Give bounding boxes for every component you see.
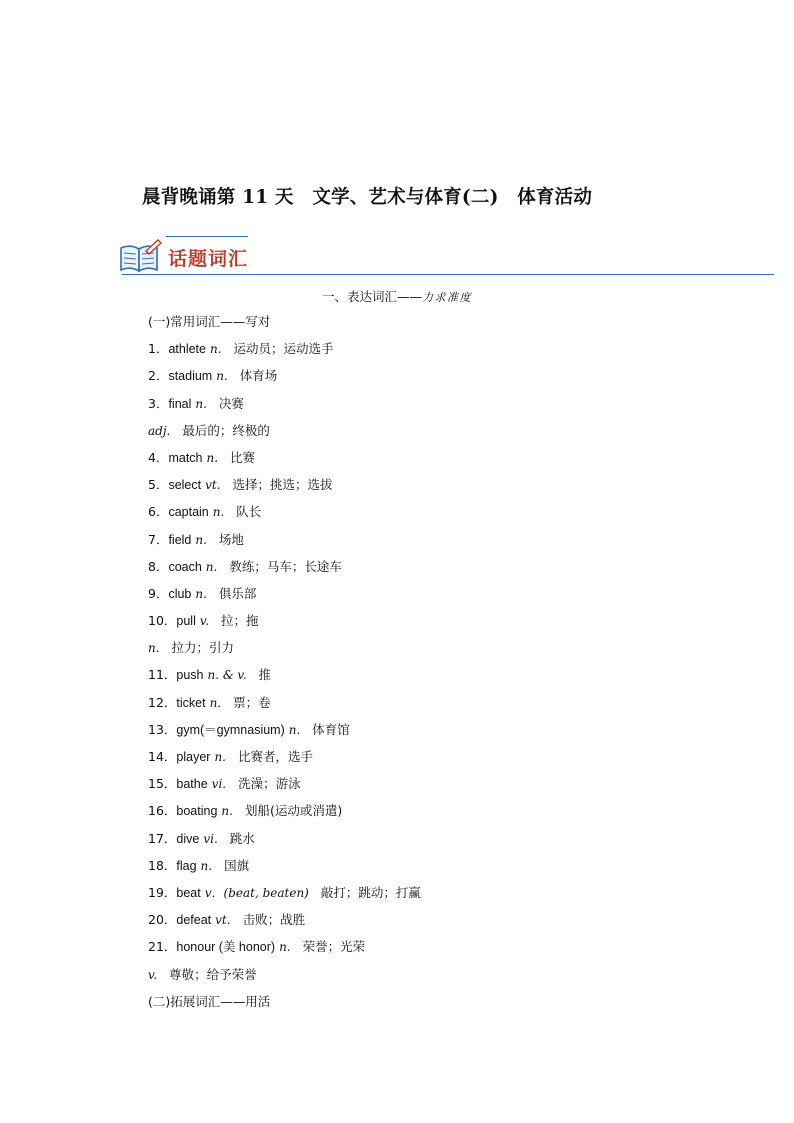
entry-pos: n. (200, 858, 213, 873)
entry-meaning: 国旗 (224, 857, 250, 873)
entry-pos: n. (195, 532, 207, 547)
entry-pos: n. (148, 641, 160, 656)
entry-pos: n. (279, 940, 291, 955)
entry-word: ticket (176, 695, 206, 710)
entry-meaning: 跳水 (229, 830, 255, 846)
entry-meaning: 场地 (218, 531, 244, 547)
entry-number: 21． (148, 939, 177, 955)
entry-word: bathe (176, 777, 208, 792)
entry-pos: vi. (211, 777, 227, 792)
entry-word: captain (168, 505, 209, 520)
list-item (148, 475, 768, 502)
entry-meaning: 最后的；终极的 (182, 422, 270, 438)
entry-word: honour (美 honor) (176, 940, 276, 955)
entry-meaning: 体育馆 (312, 721, 350, 737)
entry-word: beat (176, 885, 201, 900)
section-heading-hint: 力求准度 (422, 291, 472, 304)
entry-meaning: 决赛 (218, 395, 244, 411)
list-item (148, 747, 768, 774)
entry-number: 14． (148, 749, 177, 764)
entry-word: club (168, 586, 192, 601)
entry-number: 1． (148, 341, 169, 357)
entry-pos: n. & v. (207, 668, 247, 683)
entry-word: gym(＝gymnasium) (176, 722, 285, 737)
entry-meaning: 教练；马车；长途车 (229, 558, 342, 574)
topic-rule (122, 274, 774, 275)
topic-header (118, 236, 774, 278)
entry-pos: n. (212, 505, 225, 520)
entry-number: 6． (148, 504, 169, 520)
entry-word: field (168, 532, 192, 547)
entry-pos: vt. (215, 913, 231, 928)
entry-number: 15． (148, 776, 177, 792)
list-item (148, 856, 768, 883)
entry-word: boating (176, 804, 218, 819)
entry-pos: n. (209, 342, 222, 357)
entry-meaning: 队长 (236, 504, 262, 520)
list-item (148, 502, 768, 529)
entry-pos: n. (206, 450, 219, 465)
subsection-extended: (二)拓展词汇——用活 (148, 993, 271, 1009)
entry-word: athlete (168, 342, 206, 357)
entry-word: coach (168, 559, 202, 574)
entry-meaning: 比赛者，选手 (237, 749, 313, 764)
entry-number: 5． (148, 477, 169, 493)
entry-number: 20． (148, 912, 177, 928)
entry-pos: n. (195, 586, 207, 601)
list-item (148, 421, 768, 448)
list-item (148, 339, 768, 366)
entry-meaning: 票；卷 (233, 694, 271, 710)
entry-number: 4． (148, 449, 169, 465)
list-item (148, 910, 768, 937)
entry-number: 2． (148, 368, 169, 384)
entry-number: 12． (148, 694, 177, 710)
list-item (148, 366, 768, 393)
entry-pos: n. (288, 722, 301, 737)
entry-pos: n. (221, 804, 233, 819)
entry-pos: n. (209, 695, 222, 710)
entry-number: 13． (148, 721, 177, 737)
entry-meaning: 划船(运动或消遣) (244, 803, 343, 819)
entry-meaning: 击败；战胜 (242, 912, 306, 928)
entry-word: select (168, 478, 202, 493)
subsection-common: (一)常用词汇——写对 (148, 314, 271, 329)
entry-number: 16． (148, 803, 177, 819)
entry-pos: n. (205, 559, 218, 574)
entry-word: pull (176, 614, 196, 629)
entry-number: 9． (148, 585, 169, 601)
section-heading (0, 287, 794, 305)
entry-number: 19． (148, 884, 177, 900)
entry-number: 3． (148, 395, 169, 411)
entry-number: 18． (148, 857, 177, 873)
list-item (148, 448, 768, 475)
entry-word: match (168, 450, 203, 465)
list-item (148, 557, 768, 584)
entry-number: 7． (148, 531, 169, 547)
entry-pos: adj. (148, 423, 171, 438)
entry-number: 8． (148, 558, 169, 574)
entry-pos: vt. (205, 478, 221, 493)
list-item (148, 883, 768, 910)
list-item (148, 965, 768, 992)
list-item (148, 720, 768, 747)
section-heading-text: 一、表达词汇—— (321, 289, 422, 304)
list-item (148, 801, 768, 828)
entry-word: player (176, 750, 211, 764)
entry-meaning: 比赛 (230, 449, 256, 465)
list-item (148, 394, 768, 421)
list-item (148, 638, 768, 665)
entry-pos: n. (214, 750, 226, 764)
entry-number: 17． (148, 830, 177, 846)
list-item (148, 829, 768, 856)
entry-pos: v. (148, 967, 158, 982)
entry-pos: v. (199, 614, 210, 629)
entry-meaning: 洗澡；游泳 (238, 776, 301, 792)
entry-rows (148, 339, 768, 992)
topic-label: 话题词汇 (168, 248, 249, 270)
entry-word: defeat (176, 913, 212, 928)
entry-word: stadium (168, 369, 213, 384)
list-item (148, 937, 768, 964)
entry-number: 10． (148, 613, 177, 629)
list-item (148, 774, 768, 801)
entry-word: final (168, 396, 192, 411)
page-title: 晨背晚诵第 11 天 文学、艺术与体育(二) 体育活动 (142, 187, 593, 208)
entry-word: flag (176, 858, 197, 873)
entry-pos: vi. (203, 831, 218, 846)
open-book-pencil-icon (118, 238, 162, 274)
entry-meaning: 推 (258, 667, 272, 683)
list-item (148, 611, 768, 638)
entry-meaning: 俱乐部 (218, 585, 257, 601)
topic-overline (166, 236, 248, 237)
entry-meaning: 运动员；运动选手 (233, 341, 334, 357)
entry-pos: n. (195, 396, 207, 411)
entry-pos: v．(beat, beaten) (204, 885, 309, 900)
list-item (148, 693, 768, 720)
list-item (148, 530, 768, 557)
entry-meaning: 敲打；跳动；打赢 (320, 884, 421, 900)
entry-pos: n. (216, 369, 228, 384)
list-item (148, 584, 768, 611)
entry-meaning: 荣誉；光荣 (302, 939, 366, 955)
entry-meaning: 选择；挑选；选拔 (232, 477, 333, 493)
entry-meaning: 拉；拖 (221, 613, 259, 629)
entry-word: dive (176, 831, 200, 846)
entry-number: 11． (148, 667, 177, 683)
vocabulary-list (148, 312, 768, 1019)
list-item (148, 665, 768, 692)
entry-meaning: 尊敬；给予荣誉 (169, 966, 257, 982)
entry-meaning: 拉力；引力 (171, 640, 235, 656)
entry-meaning: 体育场 (239, 368, 278, 384)
entry-word: push (176, 668, 204, 683)
